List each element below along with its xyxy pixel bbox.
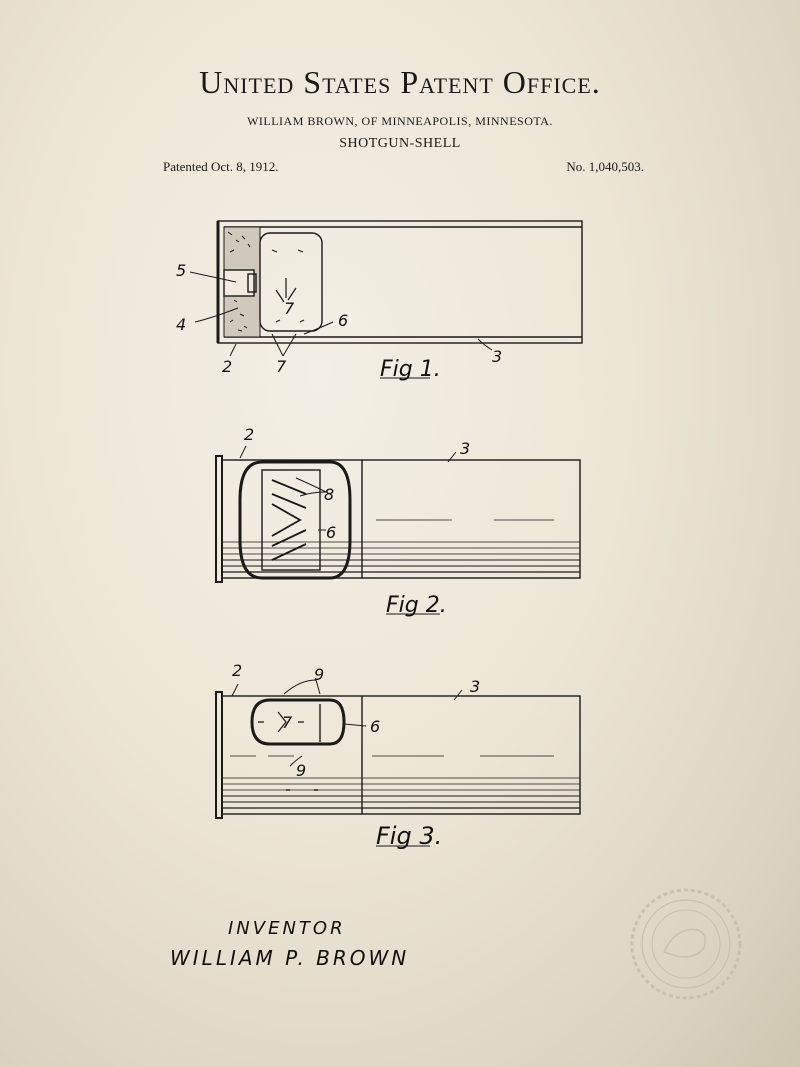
inventor-line: WILLIAM BROWN, OF MINNEAPOLIS, MINNESOTA.: [247, 114, 553, 128]
fig1-callout-4: 4: [176, 315, 187, 334]
signature-name: WILLIAM P. BROWN: [170, 946, 410, 970]
signature-label: INVENTOR: [228, 918, 346, 939]
fig1-callout-5: 5: [176, 261, 187, 280]
fig2-callouts: [244, 425, 470, 618]
fig1-callout-2: 2: [222, 357, 233, 376]
patent-subject: SHOTGUN-SHELL: [339, 136, 461, 151]
fig3-callout-9-top: 9: [314, 665, 325, 684]
fig3-callout-7: 7: [282, 713, 293, 732]
fig1-callout-7: 7: [276, 357, 287, 376]
fig2-drawing: [216, 446, 580, 614]
fig2-callout-6: 6: [326, 523, 337, 542]
fig3-callouts: [232, 661, 480, 850]
fig3-callout-9: 9: [296, 761, 307, 780]
fig2-caption: Fig 2.: [386, 593, 447, 618]
embossed-seal-icon: [632, 890, 740, 998]
patent-number: No. 1,040,503.: [566, 159, 644, 174]
fig3-callout-6: 6: [370, 717, 381, 736]
fig2-callout-3: 3: [460, 439, 471, 458]
fig1-caption: Fig 1.: [380, 357, 441, 382]
page-title: United States Patent Office.: [199, 64, 601, 100]
fig2-callout-2: 2: [244, 425, 255, 444]
fig3-caption: Fig 3.: [376, 822, 443, 850]
fig1-drawing: [190, 221, 582, 378]
fig2-callout-8: 8: [324, 485, 335, 504]
fig1-callout-7-inner: 7: [284, 299, 295, 318]
fig3-callout-3: 3: [470, 677, 481, 696]
fig3-callout-2: 2: [232, 661, 243, 680]
patent-date: Patented Oct. 8, 1912.: [163, 159, 279, 174]
fig1-callout-6: 6: [338, 311, 349, 330]
fig1-callout-3: 3: [492, 347, 503, 366]
